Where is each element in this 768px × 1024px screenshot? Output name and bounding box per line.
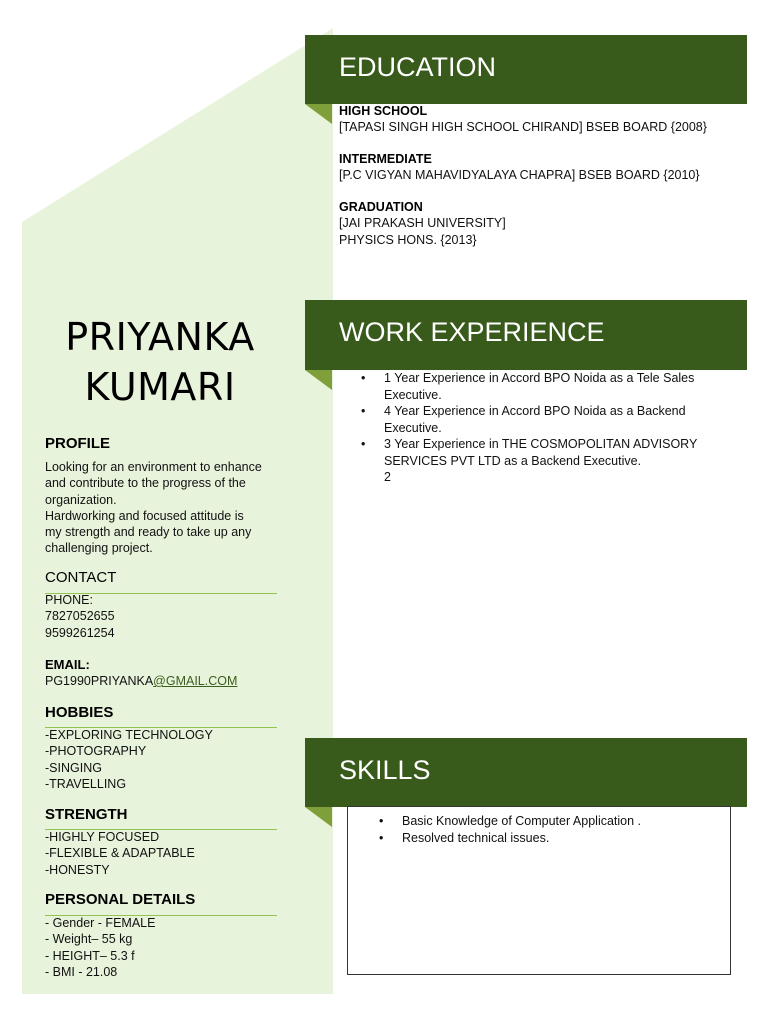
hobby-item: -EXPLORING TECHNOLOGY xyxy=(45,728,213,742)
personal-detail-item: - Gender - FEMALE xyxy=(45,916,156,930)
skill-item xyxy=(379,830,722,847)
skills-banner-fold xyxy=(305,807,332,827)
bullet-icon: • xyxy=(379,830,384,845)
bullet-icon: • xyxy=(361,437,366,451)
education-title: EDUCATION xyxy=(339,52,497,82)
phone-label: PHONE: xyxy=(45,593,93,607)
name-line-last: KUMARI xyxy=(84,365,236,409)
work-experience-banner xyxy=(305,300,747,370)
work-experience-item xyxy=(361,403,724,436)
hobbies-list xyxy=(45,727,281,792)
bullet-icon: • xyxy=(361,404,366,418)
education-banner xyxy=(305,35,747,104)
skill-item xyxy=(379,813,722,830)
graduation-label: GRADUATION xyxy=(339,200,423,214)
personal-detail-item: - Weight– 55 kg xyxy=(45,932,133,947)
personal-detail-item: - HEIGHT– 5.3 f xyxy=(45,948,135,963)
graduation-university: [JAI PRAKASH UNIVERSITY] xyxy=(339,216,506,230)
work-experience-item xyxy=(361,436,724,486)
work-experience-banner-fold xyxy=(305,370,332,390)
intermediate-label: INTERMEDIATE xyxy=(339,152,432,166)
skill-item-text: Basic Knowledge of Computer Application . xyxy=(402,814,642,828)
bullet-icon: • xyxy=(361,371,366,385)
work-experience-title: WORK EXPERIENCE xyxy=(339,317,605,347)
hobby-item: -SINGING xyxy=(45,760,102,775)
name-line-first: PRIYANKA xyxy=(65,315,255,359)
work-item-text: 4 Year Experience in Accord BPO Noida as a Backend xyxy=(384,404,686,418)
high-school-label: HIGH SCHOOL xyxy=(339,104,428,118)
profile-line: organization. xyxy=(45,492,117,507)
personal-detail-item: - BMI - 21.08 xyxy=(45,964,118,979)
profile-line: Looking for an environment to enhance xyxy=(45,460,262,474)
hobby-item: -PHOTOGRAPHY xyxy=(45,744,147,759)
strength-item: -HIGHLY FOCUSED xyxy=(45,830,160,844)
phone-number: 9599261254 xyxy=(45,625,115,640)
strength-list xyxy=(45,829,281,878)
profile-line: my strength and ready to take up any xyxy=(45,525,252,540)
high-school-detail: [TAPASI SINGH HIGH SCHOOL CHIRAND] BSEB BOARD {2008} xyxy=(339,120,707,134)
profile-line: challenging project. xyxy=(45,541,153,556)
skills-title: SKILLS xyxy=(339,755,431,785)
hobby-item: -TRAVELLING xyxy=(45,776,127,791)
email-label: EMAIL: xyxy=(45,657,90,672)
contact-details xyxy=(45,592,281,641)
work-experience-list xyxy=(361,370,724,486)
strength-item: -FLEXIBLE & ADAPTABLE xyxy=(45,846,195,861)
bullet-icon: • xyxy=(379,814,384,828)
profile-line: Hardworking and focused attitude is xyxy=(45,508,244,523)
work-item-text: SERVICES PVT LTD as a Backend Executive. xyxy=(384,453,642,468)
email-user: PG1990PRIYANKA xyxy=(45,674,154,688)
personal-details-list xyxy=(45,915,281,980)
strength-heading: STRENGTH xyxy=(45,806,128,823)
personal-details-heading: PERSONAL DETAILS xyxy=(45,891,196,908)
work-item-text: 2 xyxy=(384,470,391,484)
intermediate-detail: [P.C VIGYAN MAHAVIDYALAYA CHAPRA] BSEB BOARD {2010} xyxy=(339,168,700,182)
work-item-text: Executive. xyxy=(384,387,442,402)
skills-banner xyxy=(305,738,747,807)
phone-number: 7827052655 xyxy=(45,609,115,624)
skills-list xyxy=(379,813,722,846)
email-link[interactable]: @GMAIL.COM xyxy=(153,674,238,688)
email-address xyxy=(45,673,281,689)
work-item-text: 3 Year Experience in THE COSMOPOLITAN ADVISORY xyxy=(384,437,698,451)
work-item-text: Executive. xyxy=(384,420,442,435)
candidate-name xyxy=(22,312,298,412)
strength-item: -HONESTY xyxy=(45,862,110,877)
work-experience-item xyxy=(361,370,724,403)
work-item-text: 1 Year Experience in Accord BPO Noida as a Tele Sales xyxy=(384,371,695,385)
contact-heading: CONTACT xyxy=(45,569,117,586)
profile-text xyxy=(45,459,281,557)
profile-heading: PROFILE xyxy=(45,435,111,452)
skill-item-text: Resolved technical issues. xyxy=(402,830,550,845)
education-banner-fold xyxy=(305,104,332,124)
profile-line: and contribute to the progress of the xyxy=(45,476,246,491)
hobbies-heading: HOBBIES xyxy=(45,704,114,721)
graduation-course: PHYSICS HONS. {2013} xyxy=(339,233,477,247)
